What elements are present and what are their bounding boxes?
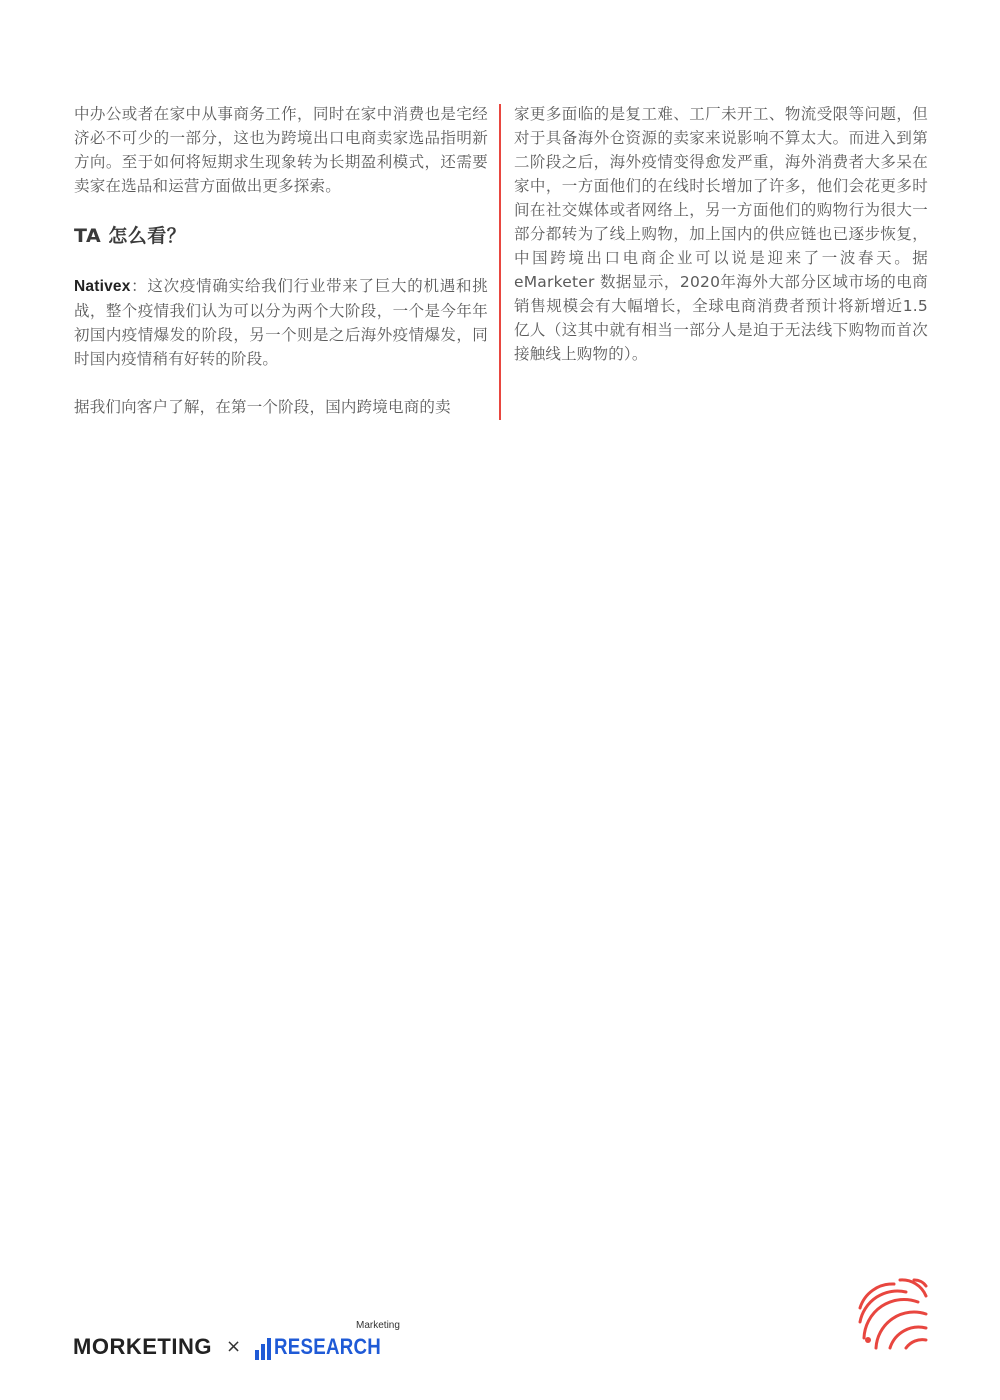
research-logo-small-text: Marketing [356, 1320, 400, 1331]
speaker-quote: ：这次疫情确实给我们行业带来了巨大的机遇和挑战，整个疫情我们认为可以分为两个大阶段，一个是今年年初国内疫情爆发的阶段，另一个则是之后海外疫情爆发，同时国内疫情稍有好转的阶段。 [74, 277, 488, 368]
research-logo-text: RESEARCH [274, 1334, 382, 1359]
right-column [514, 102, 928, 366]
right-paragraph-1: 家更多面临的是复工难、工厂未开工、物流受限等问题，但对于具备海外仓资源的卖家来说影响不算太大。而进入到第二阶段之后，海外疫情变得愈发严重，海外消费者大多呆在家中，一方面他们的在线时长增加了许多，他们会花更多时间在社交媒体或者网络上，另一方面他们的购物行为很大一部分都转为了线上购物，加上国内的供应链也已逐步恢复，中国跨境出口电商企业可以说是迎来了一波春天。据 eMarketer 数据显示，2020年海外大部分区域市场的电商销售规模会有大幅增长，全球电商消费者预计将新增近1.5亿人（这其中就有相当一部分人是迫于无法线下购物而首次接触线上购物的）。 [514, 105, 928, 363]
research-bars-icon [255, 1338, 271, 1360]
left-paragraph-2 [74, 274, 488, 371]
speaker-name: Nativex [74, 278, 131, 295]
left-paragraph-3: 据我们向客户了解，在第一个阶段，国内跨境电商的卖 [74, 398, 451, 416]
left-paragraph-1: 中办公或者在家中从事商务工作，同时在家中消费也是宅经济必不可少的一部分，这也为跨境出口电商卖家选品指明新方向。至于如何将短期求生现象转为长期盈利模式，还需要卖家在选品和运营方面做出更多探索。 [74, 105, 488, 195]
footer-logos [73, 1320, 400, 1360]
left-column [74, 102, 488, 419]
morketing-logo: MORKETING [73, 1334, 212, 1359]
section-heading: TA 怎么看？ [74, 225, 187, 247]
column-divider [499, 104, 501, 420]
collab-times-sign: × [225, 1336, 242, 1357]
corner-arc-mark-icon [856, 1278, 928, 1350]
marketing-research-logo [255, 1320, 400, 1360]
